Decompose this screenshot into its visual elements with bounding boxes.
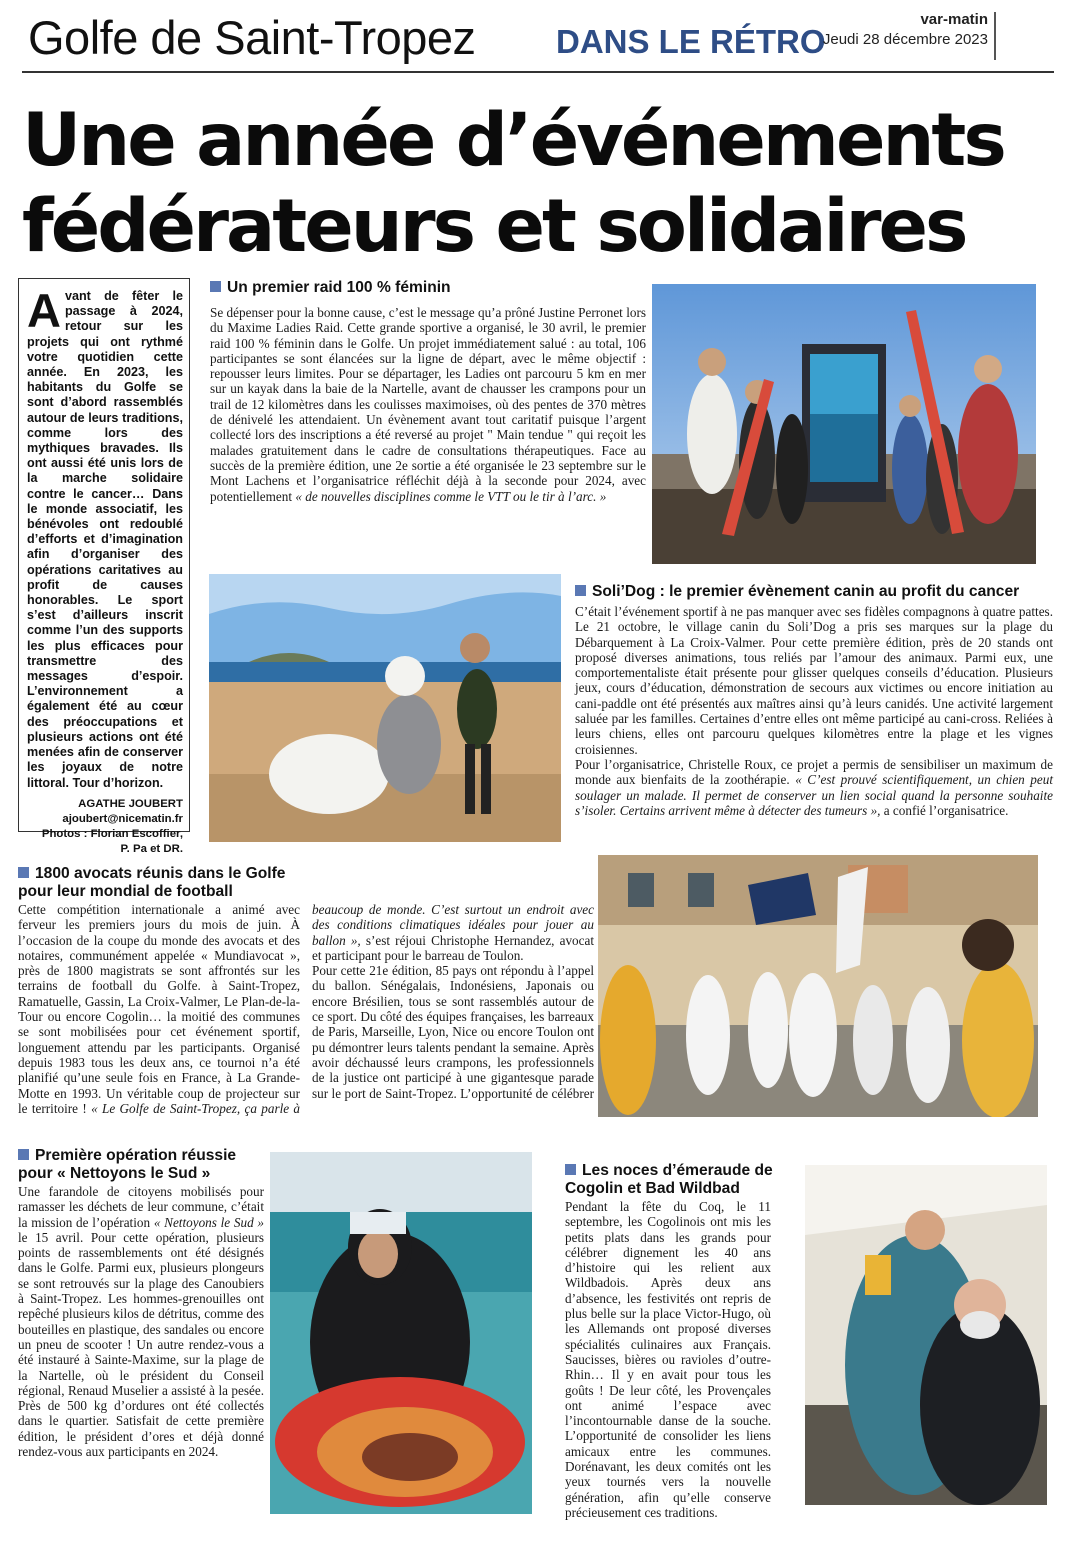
header-rule (22, 71, 1054, 73)
article-title-nettoyons: Première opération réussie pour « Nettoyons le Sud » (18, 1147, 237, 1182)
headline (22, 98, 1062, 270)
author-email[interactable]: ajoubert@nicematin.fr (62, 812, 183, 825)
photo-credits-line-1: Photos : Florian Escoffier, (41, 827, 183, 840)
photo-nettoyons-diver (270, 1152, 532, 1514)
photo-solidog (209, 574, 561, 842)
bullet-square-icon (210, 281, 221, 292)
article-title-raid: Un premier raid 100 % féminin (210, 279, 646, 297)
intro-dropcap: A (27, 284, 61, 337)
bullet-square-icon (565, 1164, 576, 1175)
intro-box (18, 278, 190, 855)
article-title-avocats: 1800 avocats réunis dans le Golfe pour leur mondial de football (18, 865, 286, 900)
photo-solidog-image (209, 574, 561, 842)
bullet-square-icon (18, 867, 29, 878)
article-body-nettoyons: Une farandole de citoyens mobilisés pour ramasser les déchets de leur commune, c’était la mission de l’opération « Nettoyons le Sud » le 15 avril. Pour cette opération, plusieurs points de rassemblements ont été désignés dans le Golfe. Parmi eux, plusieurs plongeurs se sont retrouvés sur la plage des Canoubiers à Saint-Tropez. Les hommes-grenouilles ont repêché plusieurs kilos de détritus, comme des bouteilles en plastique, des sandales ou encore un pneu de scooter ! Un autre rendez-vous a été instauré à Sainte-Maxime, sur la plage de la Nartelle, où le président du Conseil régional, Renaud Muselier a assisté à la pesée. Près de 500 kg d’ordures ont été collectés dans le quartier. Satisfait de cette première édition, le président d’ores et déjà donné rendez-vous aux participants en 2024. (18, 1184, 265, 1460)
intro-text (27, 284, 183, 791)
photo-noces-image (805, 1165, 1047, 1505)
headline-line-2: fédérateurs et solidaires (22, 184, 966, 269)
author-name: AGATHE JOUBERT (78, 797, 183, 810)
section-title: Golfe de Saint-Tropez (28, 11, 476, 64)
photo-ladies-raid-image (652, 284, 1036, 564)
newspaper-brand: var-matin (920, 11, 988, 28)
header-divider (994, 12, 996, 60)
article-body-noces: Pendant la fête du Coq, le 11 septembre, les Cogolinois ont mis les petits plats dans les grands pour célébrer dignement les 40 ans d’histoire qui les relient aux Wildbadois. Après deux ans d’absence, les festivités ont repris de plus belle sur la place Victor-Hugo, où les Allemands ont proposé diverses spécialités culinaires aux Français. Saucisses, bières ou ravioles d’outre-Rhin… Il y en avait pour tous les goûts ! De leur côté, les Provençales ont animé l’espace avec l’incontournable danse de la souche. L’opportunité de consolider les liens amicaux entre les communes. Dorénavant, les deux comités ont les yeux tournés vers la nouvelle génération, afin qu’elle conserve précieusement ces traditions. (565, 1199, 771, 1520)
article-columns-avocats: Cette compétition internationale a animé avec ferveur les premiers jours du mois de juin. À l’occasion de la coupe du monde des avocats et des notaires, communément appelée « Mundiavocat », près de 1800 magistrats se sont affrontés sur les terrains de football du Golfe. à Saint-Tropez, Ramatuelle, Gassin, La Croix-Valmer, Le Plan-de-la-Tour ou encore Cogolin… la moitié des communes se sont mobilisées pour cet événement sportif, longuement attendu par les participants. Organisé depuis 1983 tous les deux ans, ce tournoi n’a été planifié qu’une seule fois en France, à La Grande-Motte en 1993. Un véritable coup de projecteur sur le territoire ! « Le Golfe de Saint-Tropez, ça parle à beaucoup de monde. C’est surtout un endroit avec des conditions climatiques idéales pour jouer au ballon », s’est réjoui Christophe Hernandez, avocat et participant pour le barreau de Toulon. Pour cette 21e édition, 85 pays ont répondu à l’appel du ballon. Sénégalais, Indonésiens, Japonais ou encore Brésilien, tous se sont rassemblés autour de ce sport. Du côté des équipes françaises, les barreaux de Paris, Marseille, Lyon, Nice ou encore Toulon ont pu démontrer leurs talents pendant la semaine. Après avoir déchaussé leurs crampons, les professionnels de la justice ont participé à une gigantesque parade sur le port de Saint-Tropez. L’opportunité de célébrer (18, 902, 595, 1116)
photo-ladies-raid (652, 284, 1036, 564)
photo-credits-line-2: P. Pa et DR. (120, 842, 183, 855)
subsection-title: DANS LE RÉTRO (556, 23, 826, 60)
intro-body: vant de fêter le passage à 2024, retour sur les projets qui ont rythmé votre quotidien cette année. En 2023, les habitants du Golfe se sont d’abord rassemblés autour de leurs traditions, comme lors des mythiques bravades. Ils ont aussi été unis lors de la marche solidaire contre le cancer… Dans le monde associatif, les bénévoles ont redoublé d’efforts et d’imagination afin d’organiser des opérations caritatives au profit de causes honorables. Le sport s’est d’ailleurs inscrit comme l’un des supports les plus efficaces pour transmettre des messages d’espoir. L’environnement a également été au cœur des préoccupations et plusieurs actions ont été menées afin de conserver les joyaux de notre littoral. Tour d’horizon. (27, 289, 183, 790)
headline-line-1: Une année d’événements (22, 98, 1004, 183)
photo-nettoyons-diver-image (270, 1152, 532, 1514)
article-title-solidog: Soli’Dog : le premier évènement canin au profit du cancer (575, 583, 1045, 601)
bullet-square-icon (18, 1149, 29, 1160)
article-title-noces: Les noces d’émeraude de Cogolin et Bad Wildbad (565, 1162, 773, 1197)
photo-noces (805, 1165, 1047, 1505)
photo-avocats-parade-image (598, 855, 1038, 1117)
photo-avocats-parade (598, 855, 1038, 1117)
article-body-raid: Se dépenser pour la bonne cause, c’est le message qu’a prôné Justine Perronet lors du Maxime Ladies Raid. Cette grande sportive a organisé, le 30 avril, le premier raid 100 % féminin dans le Golfe. Un projet immédiatement salué : au total, 106 participantes se sont élancées sur la ligne de départ, avec le même objectif : repousser leurs limites. Pour se départager, les Ladies ont parcouru 5 km en mer sur un kayak dans la baie de la Nartelle, avant de chausser les crampons pour un trail de 12 kilomètres dans les coulisses maximoises, où des pentes de 370 mètres de dénivelé les attendaient. Un évènement avant tout caritatif puisque l’argent collecté lors des inscriptions a été reversé au projet " Main tendue " qui reçoit les malades gratuitement dans le cadre de consultations thérapeutiques. Face au succès de la première édition, une 2e sortie a été organisée le 23 septembre sur le Mont Lachens et l’organisatrice réfléchit déjà à la seconde pour 2024, avec potentiellement « de nouvelles disciplines comme le VTT ou le tir à l’arc. » (210, 305, 646, 504)
article-body-solidog: C’était l’événement sportif à ne pas manquer avec ses fidèles compagnons à quatre pattes. Le 21 octobre, le village canin du Soli’Dog a pris ses marques sur la plage du Débarquement à La Croix-Valmer. Pour cette première édition, près de 20 stands ont proposé diverses animations, tous reliés par l’amour des animaux. Parmi eux, une comportementaliste était présente pour glisser quelques conseils d’éducation. Plusieurs jeux, cours d’éducation, démonstration de secours aux victimes ou encore initiation au cani-paddle ont été présentés aux maîtres ainsi qu’à leurs canidés. Une activité largement saluée par les familles. Certaines d’entre elles ont même participé au cani-cross. Reliées à leurs chiens, elles ont parcouru quelques kilomètres entre la plage et les vignes croisiennes. Pour l’organisatrice, Christelle Roux, ce projet a permis de sensibiliser un maximum de monde aux bienfaits de la zoothérapie. « C’est prouvé scientifiquement, un chien peut soulager un malade. Il permet de conserver un lien social quand la personne souhaite s’isoler. Certains arrivent même à détecter des tumeurs », a confié l’organisatrice. (575, 604, 1053, 818)
bullet-square-icon (575, 585, 586, 596)
issue-date: Jeudi 28 décembre 2023 (822, 31, 988, 48)
